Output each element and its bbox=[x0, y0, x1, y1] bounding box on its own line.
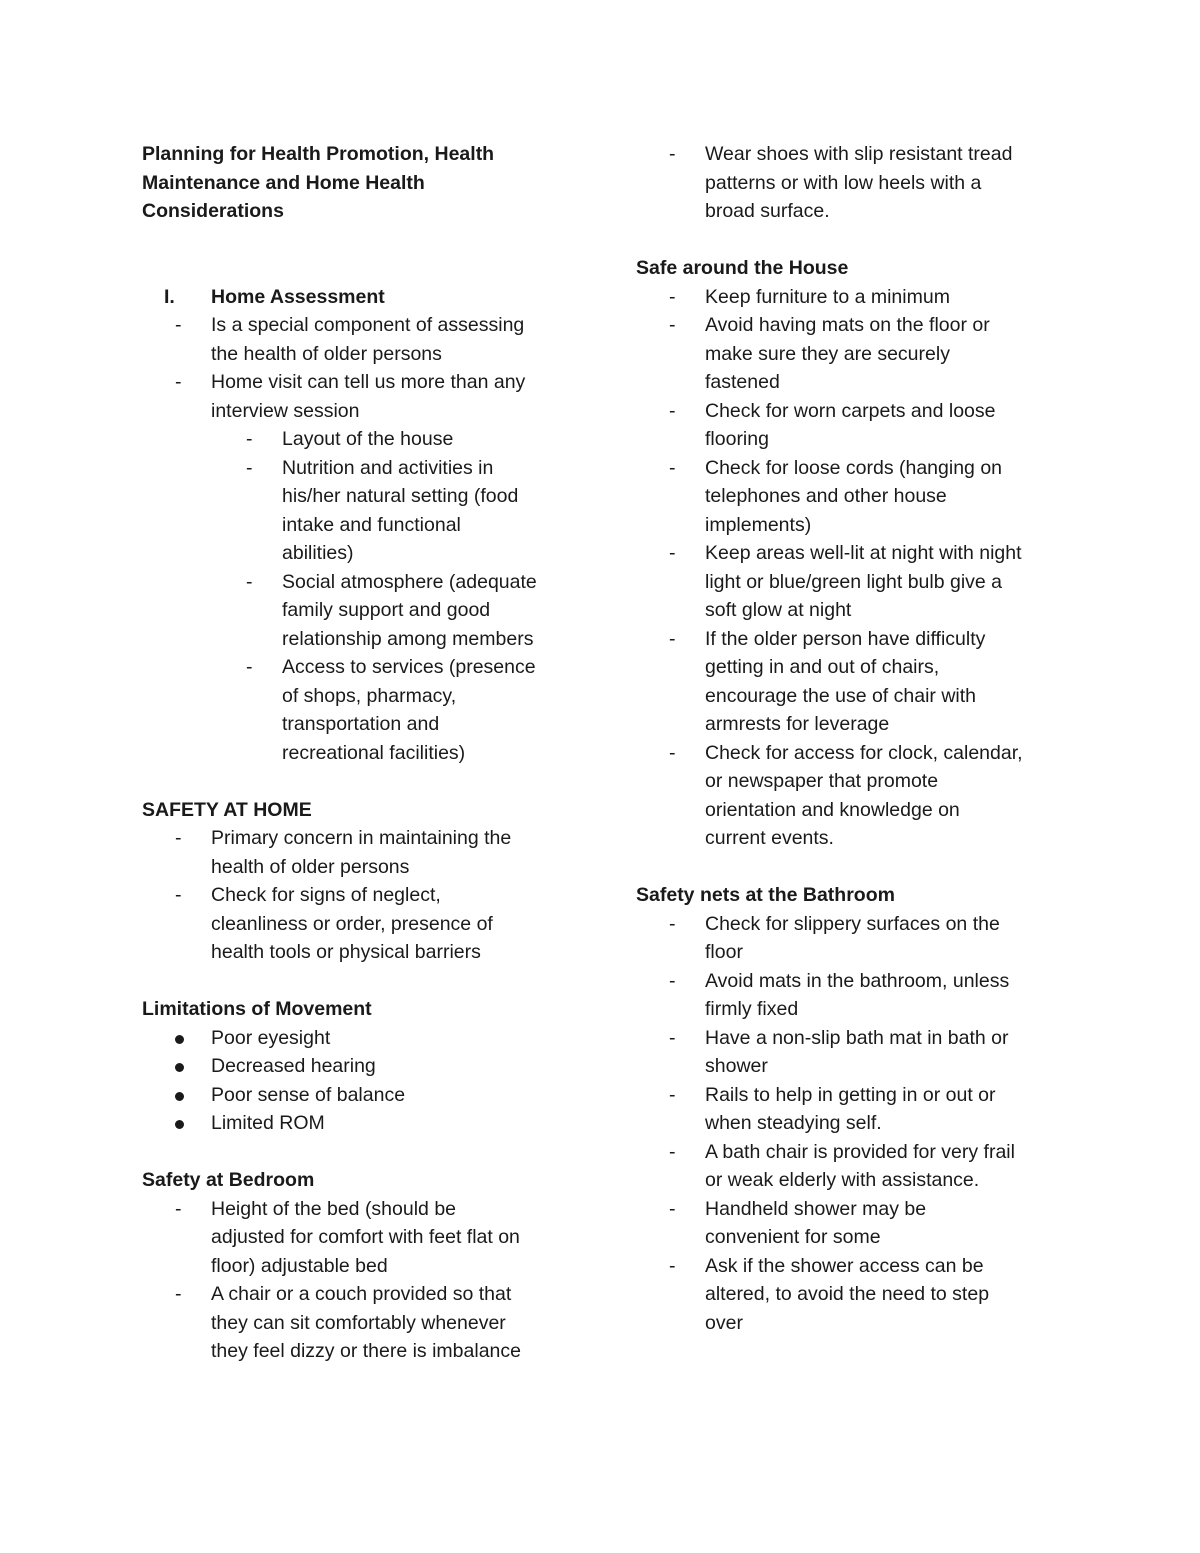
dash-marker: - bbox=[669, 1026, 676, 1049]
bullet-icon bbox=[175, 1081, 184, 1110]
list-item: - Handheld shower may be convenient for some bbox=[636, 1195, 1076, 1252]
right-column bbox=[636, 140, 1076, 1337]
heading-text: Home Assessment bbox=[211, 285, 385, 308]
section-heading-home-assessment bbox=[142, 283, 582, 312]
section-heading-bathroom: Safety nets at the Bathroom bbox=[636, 884, 895, 906]
dash-marker: - bbox=[669, 1254, 676, 1277]
dash-marker: - bbox=[669, 456, 676, 479]
dash-marker: - bbox=[175, 371, 182, 393]
section-heading-limitations: Limitations of Movement bbox=[142, 998, 372, 1020]
dash-marker: - bbox=[175, 884, 182, 906]
dash-marker: - bbox=[669, 1197, 676, 1220]
dash-marker: - bbox=[246, 428, 253, 450]
dash-marker: - bbox=[246, 456, 253, 479]
list-item: - A chair or a couch provided so that they can sit comfortably whenever they feel dizzy or there is imbalance bbox=[142, 1280, 582, 1366]
section-heading-safety-at-home: SAFETY AT HOME bbox=[142, 798, 312, 821]
bullet-icon bbox=[175, 1109, 184, 1138]
section-heading-house: Safe around the House bbox=[636, 257, 849, 279]
list-item: - Is a special component of assessing the health of older persons bbox=[142, 311, 582, 368]
dash-marker: - bbox=[175, 1283, 182, 1305]
list-item: - Keep areas well-lit at night with night light or blue/green light bulb give a soft glow at night bbox=[636, 539, 1076, 625]
dash-marker: - bbox=[669, 741, 676, 764]
dash-marker: - bbox=[246, 656, 253, 678]
dash-marker: - bbox=[669, 1083, 676, 1106]
bullet-item: Poor sense of balance bbox=[142, 1081, 582, 1110]
dash-marker: - bbox=[175, 827, 182, 849]
title-line: Considerations bbox=[142, 200, 284, 222]
dash-marker: - bbox=[669, 285, 676, 308]
document-title bbox=[142, 140, 582, 226]
bullet-item: Limited ROM bbox=[142, 1109, 582, 1138]
dash-marker: - bbox=[669, 143, 676, 165]
list-item: - Height of the bed (should be adjusted for comfort with feet flat on floor) adjustable bed bbox=[142, 1195, 582, 1281]
dash-marker: - bbox=[669, 542, 676, 564]
dash-marker: - bbox=[669, 1140, 676, 1163]
dash-marker: - bbox=[669, 399, 676, 422]
dash-marker: - bbox=[669, 314, 676, 336]
dash-marker: - bbox=[669, 969, 676, 992]
list-item: - Check for slippery surfaces on the floor bbox=[636, 910, 1076, 967]
title-line: Planning for Health Promotion, Health bbox=[142, 143, 495, 165]
list-item: - If the older person have difficulty getting in and out of chairs, encourage the use of chair with armrests for leverage bbox=[636, 625, 1076, 739]
list-item: - Ask if the shower access can be altered, to avoid the need to step over bbox=[636, 1252, 1076, 1338]
section-heading-bedroom: Safety at Bedroom bbox=[142, 1169, 315, 1191]
list-item: - Check for worn carpets and loose flooring bbox=[636, 397, 1076, 454]
bullet-icon bbox=[175, 1024, 184, 1053]
bullet-item: Poor eyesight bbox=[142, 1024, 582, 1053]
list-item: - Have a non-slip bath mat in bath or shower bbox=[636, 1024, 1076, 1081]
sub-list-item: - Access to services (presence of shops, pharmacy, transportation and recreational facilities) bbox=[142, 653, 582, 767]
list-item: - Primary concern in maintaining the health of older persons bbox=[142, 824, 582, 881]
list-item: - Keep furniture to a minimum bbox=[636, 283, 1076, 312]
list-item: - Avoid mats in the bathroom, unless firmly fixed bbox=[636, 967, 1076, 1024]
dash-marker: - bbox=[175, 1197, 182, 1220]
list-item: - Rails to help in getting in or out or when steadying self. bbox=[636, 1081, 1076, 1138]
roman-numeral: I. bbox=[164, 285, 175, 308]
dash-marker: - bbox=[669, 627, 676, 650]
sub-list-item: - Social atmosphere (adequate family support and good relationship among members bbox=[142, 568, 582, 654]
sub-list-item: - Nutrition and activities in his/her natural setting (food intake and functional abilities) bbox=[142, 454, 582, 568]
bullet-icon bbox=[175, 1052, 184, 1081]
sub-list-item: - Layout of the house bbox=[142, 425, 582, 454]
list-item: - Check for access for clock, calendar, or newspaper that promote orientation and knowledge on current events. bbox=[636, 739, 1076, 853]
list-item: - Wear shoes with slip resistant tread patterns or with low heels with a broad surface. bbox=[636, 140, 1076, 226]
title-line: Maintenance and Home Health bbox=[142, 171, 425, 194]
dash-marker: - bbox=[669, 912, 676, 935]
left-column bbox=[142, 140, 582, 1366]
list-item: - A bath chair is provided for very frail or weak elderly with assistance. bbox=[636, 1138, 1076, 1195]
dash-marker: - bbox=[246, 570, 253, 593]
list-item: - Check for signs of neglect, cleanliness or order, presence of health tools or physical barriers bbox=[142, 881, 582, 967]
list-item: - Check for loose cords (hanging on telephones and other house implements) bbox=[636, 454, 1076, 540]
dash-marker: - bbox=[175, 314, 182, 336]
list-item: - Home visit can tell us more than any interview session bbox=[142, 368, 582, 425]
list-item: - Avoid having mats on the floor or make sure they are securely fastened bbox=[636, 311, 1076, 397]
bullet-item: Decreased hearing bbox=[142, 1052, 582, 1081]
